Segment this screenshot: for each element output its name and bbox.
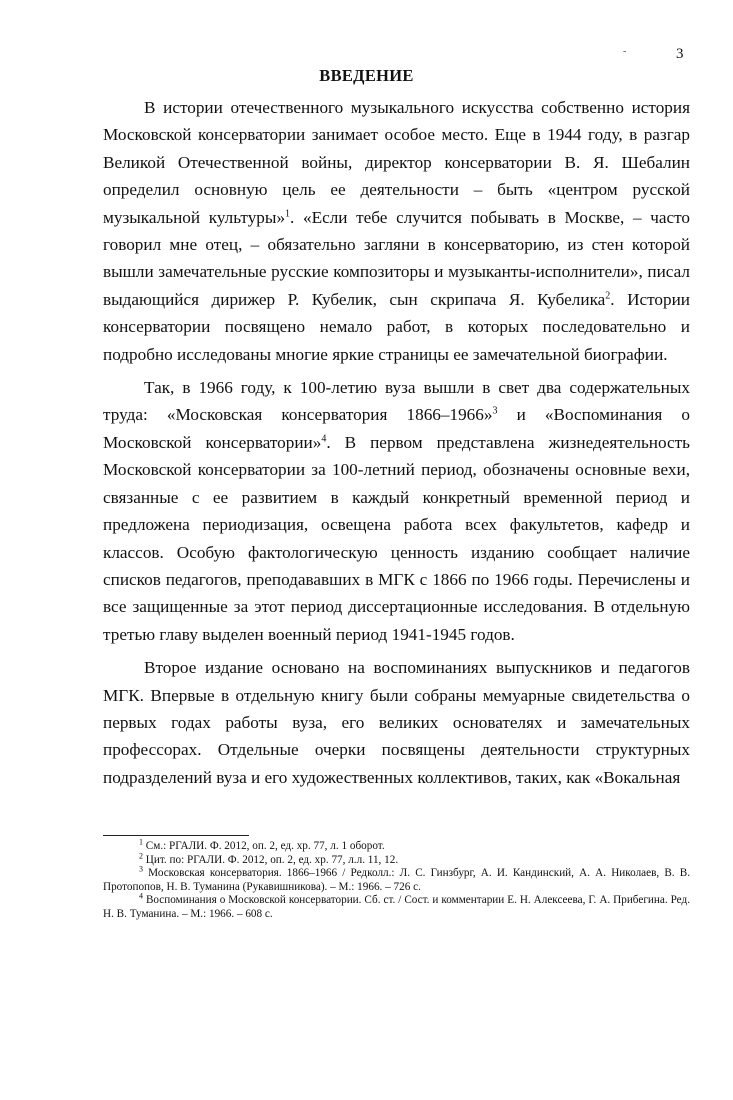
footnote-ref: 4 <box>321 433 327 445</box>
footnote <box>103 850 690 868</box>
paragraph-text: . «Если тебе случится побывать в Москве, – часто говорил мне отец, – обязательно загляни в консерваторию, из стен которой вышли замечательные русские композиторы и музыканты-исполнители», писал выдающийся дирижер Р. Кубелик, сын скрипача Я. Кубелика <box>103 207 690 309</box>
footnote-marker: 1 <box>139 837 143 847</box>
page-number: 3 <box>676 46 684 62</box>
paragraph <box>103 654 690 791</box>
paragraph-text: и «Воспоминания о Московской консерватории» <box>103 405 690 452</box>
page-title: ВВЕДЕНИЕ <box>319 66 414 85</box>
footnote-ref: 1 <box>285 207 291 219</box>
footnote-divider <box>103 835 249 836</box>
paragraph-text: В истории отечественного музыкального искусства собственно история Московской консерватории занимает особое место. Еще в 1944 году, в разгар Великой Отечественной войны, директор консерватории В. Я. Шебалин определил основную цель ее деятельности – быть «центром русской музыкальной культуры» <box>103 98 690 227</box>
paragraph-text: . Истории консерватории посвящено немало работ, в которых последовательно и подробно исследованы многие яркие страницы ее замечательной биографии. <box>103 289 690 364</box>
body-text <box>103 94 690 791</box>
footnote-marker: 4 <box>139 891 143 901</box>
footnote-text: Московская консерватория. 1866–1966 / Редколл.: Л. С. Гинзбург, А. И. Кандинский, А. А. Николаев, В. В. Протопопов, Н. В. Туманина (Рукавишникова). – М.: 1966. – 726 с. <box>103 867 690 893</box>
footnotes <box>103 837 690 922</box>
footnote <box>103 837 690 854</box>
footnote-text: Воспоминания о Московской консерватории. Сб. ст. / Сост. и комментарии Е. Н. Алексеева, Г. А. Прибегина. Ред. Н. В. Туманина. – М.: 1966. – 608 с. <box>103 894 690 920</box>
footnote-text: Цит. по: РГАЛИ. Ф. 2012, оп. 2, ед. хр. 77, л.л. 11, 12. <box>143 853 399 866</box>
paragraph <box>103 94 690 368</box>
footnote-ref: 2 <box>605 290 611 302</box>
paragraph-text: Второе издание основано на воспоминаниях выпускников и педагогов МГК. Впервые в отдельную книгу были собраны мемуарные свидетельства о первых годах работы вуза, его великих основателях и замечательных профессорах. Отдельные очерки посвящены деятельности структурных подразделений вуза и его художественных коллективов, таких, как «Вокальная <box>103 658 690 787</box>
footnote <box>103 891 690 921</box>
footnote-marker: 2 <box>139 850 143 860</box>
footnote-text: См.: РГАЛИ. Ф. 2012, оп. 2, ед. хр. 77, л. 1 оборот. <box>143 840 385 852</box>
footnote-ref: 3 <box>492 405 498 417</box>
footnote <box>103 864 690 894</box>
scan-mark: - <box>623 46 627 57</box>
footnote-marker: 3 <box>139 864 143 874</box>
paragraph-text: Так, в 1966 году, к 100-летию вуза вышли в свет два содержательных труда: «Московская консерватория 1866–1966» <box>103 378 690 425</box>
paragraph-text: . В первом представлена жизнедеятельность Московской консерватории за 100-летний период, обозначены основные вехи, связанные с ее развитием в каждый конкретный временной период и предложена периодизация, освещена работа всех факультетов, кафедр и классов. Особую фактологическую ценность изданию сообщает наличие списков педагогов, преподававших в МГК с 1866 по 1966 годы. Перечислены и все защищенные за этот период диссертационные исследования. В отдельную третью главу выделен военный период 1941-1945 годов. <box>103 432 691 644</box>
paragraph <box>103 374 690 648</box>
